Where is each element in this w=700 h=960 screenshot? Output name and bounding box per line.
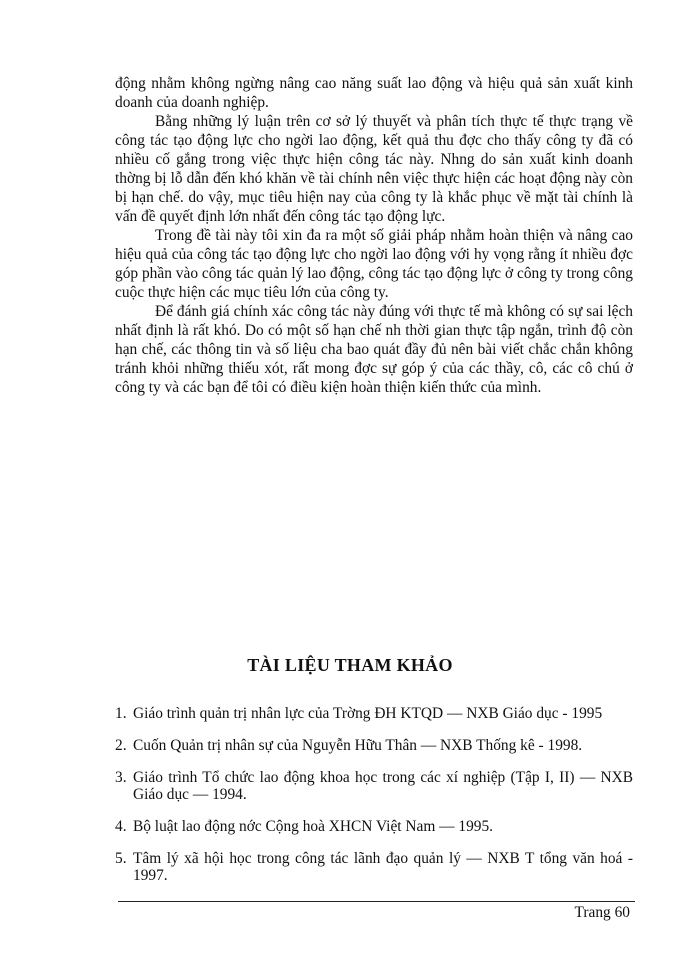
reference-item: [115, 769, 633, 803]
references-heading: TÀI LIỆU THAM KHẢO: [247, 655, 453, 675]
paragraph-4: Để đánh giá chính xác công tác này đúng với thực tế mà không có sự sai lệch nhất định là rất khó. Do có một số hạn chế nh thời gian thực tập ngắn, trình độ còn hạn chế, các thông tin và số liệu cha bao quát đầy đủ nên bài viết chắc chắn không tránh khỏi những thiếu xót, rất mong đợc sự góp ý của các thầy, cô, các cô chú ở công ty và các bạn để tôi có điều kiện hoàn thiện kiến thức của mình.: [115, 303, 633, 396]
footer-divider: [118, 901, 635, 902]
paragraph-3: Trong đề tài này tôi xin đa ra một số giải pháp nhằm hoàn thiện và nâng cao hiệu quả của công tác tạo động lực cho ngời lao động với hy vọng rằng ít nhiều đợc góp phần vào công tác quản lý lao động, công tác tạo động lực ở công ty trong công cuộc thực hiện các mục tiêu lớn của công ty.: [115, 227, 633, 301]
reference-item: [115, 818, 633, 835]
reference-text: Bộ luật lao động nớc Cộng hoà XHCN Việt Nam — 1995.: [133, 818, 494, 835]
reference-number: 2.: [115, 737, 127, 754]
page-number: Trang 60: [574, 904, 630, 921]
reference-item: [115, 705, 633, 722]
reference-text: Giáo trình quản trị nhân lực của Trờng ĐH KTQD — NXB Giáo dục - 1995: [133, 705, 603, 722]
reference-number: 1.: [115, 705, 127, 722]
references-list: [115, 705, 633, 899]
reference-text: Cuốn Quản trị nhân sự của Nguyễn Hữu Thân — NXB Thống kê - 1998.: [133, 737, 583, 754]
reference-item: [115, 737, 633, 754]
reference-number: 4.: [115, 818, 127, 835]
body-text: [115, 74, 633, 397]
reference-number: 3.: [115, 769, 127, 786]
reference-text: Giáo trình Tổ chức lao động khoa học trong các xí nghiệp (Tập I, II) — NXB Giáo dục — 1994.: [133, 769, 633, 803]
paragraph-2: Bằng những lý luận trên cơ sở lý thuyết và phân tích thực tế thực trạng về công tác tạo động lực cho ngời lao động, kết quả thu đợc cho thấy công ty đã có nhiều cố gắng trong việc thực hiện công tác này. Nhng do sản xuất kinh doanh thờng bị lỗ dẫn đến khó khăn về tài chính nên việc thực hiện các hoạt động này còn bị hạn chế. do vậy, mục tiêu hiện nay của công ty là khắc phục về mặt tài chính là vấn đề quyết định lớn nhất đến công tác tạo động lực.: [115, 113, 633, 225]
paragraph-1: động nhằm không ngừng nâng cao năng suất lao động và hiệu quả sản xuất kinh doanh của doanh nghiệp.: [115, 75, 633, 111]
reference-number: 5.: [115, 850, 127, 867]
reference-item: [115, 850, 633, 884]
reference-text: Tâm lý xã hội học trong công tác lãnh đạo quản lý — NXB T tổng văn hoá - 1997.: [133, 850, 633, 884]
